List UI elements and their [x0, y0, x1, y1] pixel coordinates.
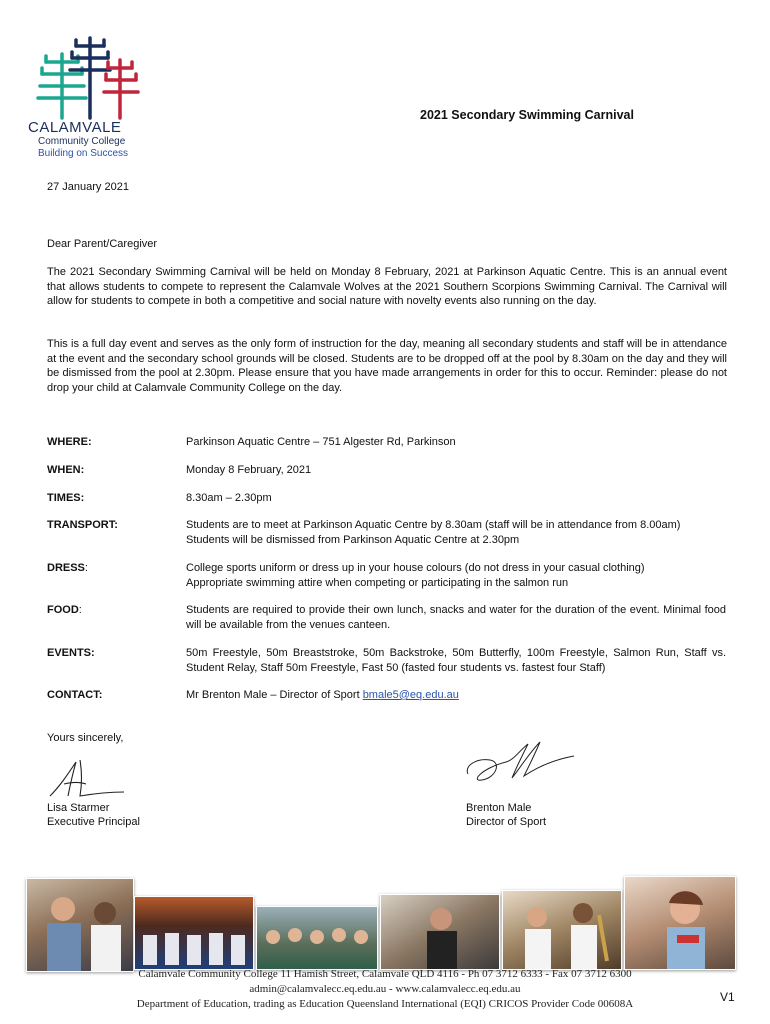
detail-value: Students will be dismissed from Parkinson Aquatic Centre at 2.30pm	[186, 533, 520, 546]
contact-email-link[interactable]: bmale5@eq.edu.au	[362, 689, 459, 701]
logo-subtitle: Community College	[38, 136, 126, 147]
paragraph-intro: The 2021 Secondary Swimming Carnival will be held on Monday 8 February, 2021 at Parkinson Aquatic Centre. This is an annual event that allows students to compete to represent the Calamvale Wolves at the 2021 Southern Scorpions Swimming Carnival. The Carnival will allow for students to compete in both a competitive and social nature with novelty events also running on the day.	[47, 266, 727, 307]
letter-title: 2021 Secondary Swimming Carnival	[420, 108, 634, 122]
detail-label: DRESS:	[47, 562, 88, 574]
photo-classroom-icon	[256, 906, 378, 970]
photo-strip	[26, 876, 738, 968]
closing: Yours sincerely,	[47, 732, 124, 744]
photo-young-student-icon	[624, 876, 736, 970]
paragraph-details: This is a full day event and serves as the only form of instruction for the day, meaning all secondary students and staff will be in attendance at the event and the secondary school grounds will be closed. Students are to be dropped off at the pool by 8.30am on the day and they will be dismissed from the pool at 2.30pm. Please ensure that you have made arrangements in order for this to occur. Reminder: please do not drop your child at Calamvale Community College on the day.	[47, 338, 727, 394]
detail-label: TRANSPORT:	[47, 519, 118, 531]
signatory-director	[466, 801, 546, 829]
logo-tagline: Building on Success	[38, 148, 129, 159]
director-signature-icon	[462, 738, 580, 788]
detail-value: Mr Brenton Male – Director of Sport	[186, 689, 363, 701]
detail-value: Students are required to provide their own lunch, snacks and water for the duration of the event. Minimal food will be available from the venues canteen.	[186, 604, 726, 631]
signatory-principal	[47, 801, 140, 829]
greeting: Dear Parent/Caregiver	[47, 238, 158, 250]
detail-label: FOOD:	[47, 604, 82, 616]
footer-cricos: Department of Education, trading as Education Queensland International (EQI) CRICOS Provider Code 00608A	[136, 998, 634, 1010]
detail-value: 8.30am – 2.30pm	[186, 492, 272, 504]
detail-label: CONTACT:	[47, 689, 103, 701]
detail-value: 50m Freestyle, 50m Breaststroke, 50m Backstroke, 50m Butterfly, 100m Freestyle, Salmon Run, Staff vs. Student Relay, Staff 50m Freestyle, Fast 50 (fasted four students vs. fastest four Staff)	[186, 647, 726, 674]
signatory-title: Director of Sport	[466, 816, 547, 828]
photo-sports-team-icon	[134, 896, 254, 970]
footer-contact: admin@calamvalecc.eq.edu.au - www.calamvalecc.eq.edu.au	[249, 983, 521, 995]
detail-label: TIMES:	[47, 492, 85, 504]
tree-logo-icon	[32, 36, 142, 120]
signatory-title: Executive Principal	[47, 816, 140, 828]
detail-value: College sports uniform or dress up in your house colours (do not dress in your casual clothing)	[186, 562, 645, 574]
footer-address: Calamvale Community College 11 Hamish Street, Calamvale QLD 4116 - Ph 07 3712 6333 - Fax 07 3712 6300	[138, 968, 632, 980]
detail-label: WHEN:	[47, 464, 85, 476]
photo-science-icon	[380, 894, 500, 970]
detail-value: Appropriate swimming attire when competing or participating in the salmon run	[186, 576, 569, 589]
photo-students-icon	[26, 878, 134, 972]
letter-date: 27 January 2021	[47, 181, 129, 193]
detail-value: Students are to meet at Parkinson Aquatic Centre by 8.30am (staff will be in attendance from 8.00am)	[186, 519, 681, 531]
photo-music-icon	[502, 890, 622, 970]
principal-signature-icon	[46, 756, 126, 804]
college-logo	[28, 36, 148, 160]
detail-value: Parkinson Aquatic Centre – 751 Algester Rd, Parkinson	[186, 436, 456, 448]
version-label: V1	[720, 990, 735, 1004]
detail-label: EVENTS:	[47, 647, 95, 659]
signatory-name: Lisa Starmer	[47, 802, 110, 814]
detail-label: WHERE:	[47, 436, 92, 448]
signatory-name: Brenton Male	[466, 802, 532, 814]
detail-value: Monday 8 February, 2021	[186, 464, 312, 476]
logo-name: CALAMVALE	[28, 119, 122, 136]
